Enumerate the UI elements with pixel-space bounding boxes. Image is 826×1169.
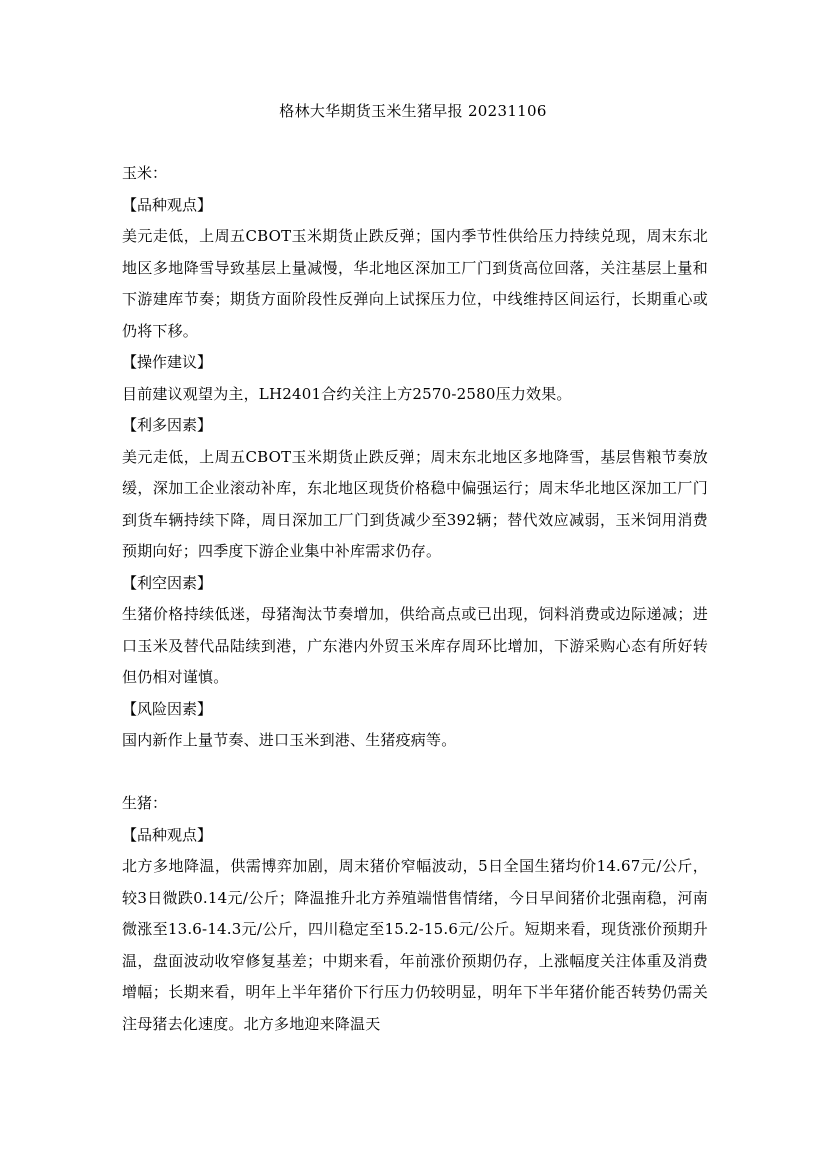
corn-risk-label: 【风险因素】 (122, 699, 213, 718)
corn-view-text: 美元走低，上周五CBOT玉米期货止跌反弹；国内季节性供给压力持续兑现，周末东北地区多地降雪导致基层上量减慢，华北地区深加工厂门到货高位回落，关注基层上量和下游建库节奏；期货方面阶段性反弹向上试探压力位，中线维持区间运行，长期重心或仍将下移。 (122, 227, 708, 340)
hog-section (122, 788, 708, 1040)
hog-heading: 生猪： (122, 794, 168, 812)
corn-heading: 玉米： (122, 164, 168, 182)
corn-advice-text: 目前建议观望为主，LH2401合约关注上方2570-2580压力效果。 (122, 384, 572, 403)
corn-bullish-text: 美元走低，上周五CBOT玉米期货止跌反弹；周末东北地区多地降雪，基层售粮节奏放缓，深加工企业滚动补库，东北地区现货价格稳中偏强运行；周末华北地区深加工厂门到货车辆持续下降，周日深加工厂门到货减少至392辆；替代效应减弱，玉米饲用消费预期向好；四季度下游企业集中补库需求仍存。 (122, 447, 708, 560)
corn-bearish-text: 生猪价格持续低迷，母猪淘汰节奏增加，供给高点或已出现，饲料消费或边际递减；进口玉米及替代品陆续到港，广东港内外贸玉米库存周环比增加，下游采购心态有所好转但仍相对谨慎。 (122, 605, 708, 686)
document-title: 格林大华期货玉米生猪早报 20231106 (279, 102, 547, 120)
corn-bearish-label: 【利空因素】 (122, 573, 213, 592)
hog-view-text: 北方多地降温，供需博弈加剧，周末猪价窄幅波动，5日全国生猪均价14.67元/公斤，较3日微跌0.14元/公斤；降温推升北方养殖端惜售情绪，今日早间猪价北强南稳，河南微涨至13.6-14.3元/公斤，四川稳定至15.2-15.6元/公斤。短期来看，现货涨价预期升温，盘面波动收窄修复基差；中期来看，年前涨价预期仍存，上涨幅度关注体重及消费增幅；长期来看，明年上半年猪价下行压力仍较明显，明年下半年猪价能否转势仍需关注母猪去化速度。北方多地迎来降温天 (122, 857, 708, 1033)
hog-view-label: 【品种观点】 (122, 825, 213, 844)
corn-bullish-label: 【利多因素】 (122, 416, 213, 434)
section-spacer (122, 757, 708, 789)
corn-section (122, 158, 708, 757)
corn-advice-label: 【操作建议】 (122, 353, 213, 371)
corn-view-label: 【品种观点】 (122, 195, 213, 214)
corn-risk-text: 国内新作上量节奏、进口玉米到港、生猪疫病等。 (122, 731, 457, 749)
document-body (122, 158, 708, 1040)
